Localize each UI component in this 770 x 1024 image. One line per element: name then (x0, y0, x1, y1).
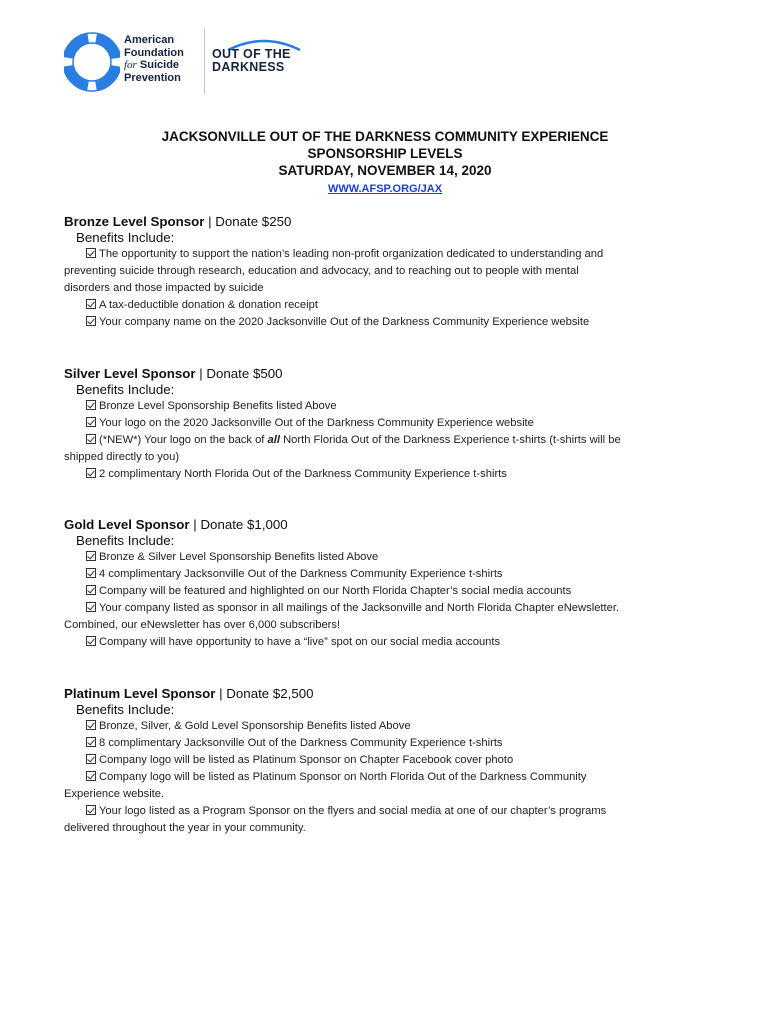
benefits-heading: Benefits Include: (76, 533, 175, 548)
checkbox-checked-icon (86, 417, 96, 427)
checkbox-checked-icon (86, 805, 96, 815)
benefit-text: Company will be featured and highlighted on our North Florida Chapter’s social media accounts (99, 585, 572, 597)
level-name: Platinum Level Sponsor (64, 686, 216, 701)
checkbox-checked-icon (86, 434, 96, 444)
checkbox-checked-icon (86, 248, 96, 258)
benefits-heading: Benefits Include: (76, 702, 175, 717)
checkbox-checked-icon (86, 754, 96, 764)
header-logos (64, 24, 314, 96)
benefits-heading: Benefits Include: (76, 230, 175, 245)
checkbox-checked-icon (86, 636, 96, 646)
document-title (0, 128, 770, 197)
benefit-text: preventing suicide through research, education and advocacy, and to reaching out to people with mental (64, 265, 579, 277)
afsp-logo (64, 28, 204, 96)
benefit-list (64, 718, 704, 837)
checkbox-checked-icon (86, 602, 96, 612)
benefit-text: Your company name on the 2020 Jacksonville Out of the Darkness Community Experience website (99, 316, 590, 328)
benefit-emphasis: all (267, 434, 280, 446)
afsp-wordmark (124, 34, 184, 84)
list-item (64, 634, 704, 651)
bronze-section (64, 213, 704, 331)
afsp-line2: Foundation (124, 46, 184, 59)
checkbox-checked-icon (86, 299, 96, 309)
benefit-list (64, 549, 704, 651)
list-item (64, 246, 704, 297)
list-item (64, 583, 704, 600)
benefit-text: Bronze, Silver, & Gold Level Sponsorship Benefits listed Above (99, 720, 411, 732)
benefits-heading: Benefits Include: (76, 382, 175, 397)
list-item (64, 549, 704, 566)
ootd-line1: OUT OF THE (212, 47, 291, 61)
benefit-text: A tax-deductible donation & donation receipt (99, 299, 318, 311)
benefit-text: 2 complimentary North Florida Out of the Darkness Community Experience t-shirts (99, 468, 507, 480)
benefit-text: The opportunity to support the nation’s leading non-profit organization dedicated to understanding and (99, 248, 604, 260)
level-donate: | Donate $2,500 (215, 686, 314, 701)
checkbox-checked-icon (86, 468, 96, 478)
logo-divider (204, 28, 205, 94)
gold-section (64, 516, 704, 651)
website-link[interactable]: WWW.AFSP.ORG/JAX (327, 183, 443, 195)
list-item (64, 297, 704, 314)
checkbox-checked-icon (86, 568, 96, 578)
benefit-text: Company logo will be listed as Platinum Sponsor on North Florida Out of the Darkness Community (99, 771, 587, 783)
level-heading (64, 685, 704, 702)
list-item (64, 600, 704, 634)
benefit-text: Experience website. (64, 788, 165, 800)
level-donate: | Donate $500 (195, 366, 283, 381)
level-name: Gold Level Sponsor (64, 517, 190, 532)
benefit-text: 8 complimentary Jacksonville Out of the Darkness Community Experience t-shirts (99, 737, 503, 749)
list-item (64, 803, 704, 837)
afsp-line4: Prevention (124, 71, 181, 84)
benefit-text: delivered throughout the year in your community. (64, 822, 306, 834)
benefit-text: disorders and those impacted by suicide (64, 282, 264, 294)
benefit-text: Bronze & Silver Level Sponsorship Benefits listed Above (99, 551, 379, 563)
list-item (64, 432, 704, 466)
list-item (64, 718, 704, 735)
checkbox-checked-icon (86, 720, 96, 730)
level-donate: | Donate $1,000 (189, 517, 288, 532)
level-heading (64, 213, 704, 230)
benefit-text: Company logo will be listed as Platinum Sponsor on Chapter Facebook cover photo (99, 754, 514, 766)
ootd-wordmark (212, 48, 291, 74)
checkbox-checked-icon (86, 316, 96, 326)
checkbox-checked-icon (86, 771, 96, 781)
level-heading (64, 365, 704, 382)
checkbox-checked-icon (86, 551, 96, 561)
benefit-text: 4 complimentary Jacksonville Out of the Darkness Community Experience t-shirts (99, 568, 503, 580)
life-ring-icon (64, 32, 120, 92)
benefit-text: Your company listed as sponsor in all mailings of the Jacksonville and North Florida Chapter eNewsletter. (99, 602, 620, 614)
list-item (64, 566, 704, 583)
benefit-text: shipped directly to you) (64, 451, 180, 463)
list-item (64, 752, 704, 769)
title-line-3: SATURDAY, NOVEMBER 14, 2020 (278, 163, 492, 178)
list-item (64, 415, 704, 432)
benefit-text: Your logo listed as a Program Sponsor on the flyers and social media at one of our chapter’s programs (99, 805, 607, 817)
checkbox-checked-icon (86, 585, 96, 595)
benefit-text: (*NEW*) Your logo on the back of (99, 434, 268, 446)
list-item (64, 769, 704, 803)
benefit-text: Company will have opportunity to have a “live” spot on our social media accounts (99, 636, 501, 648)
list-item (64, 466, 704, 483)
list-item (64, 314, 704, 331)
benefit-list (64, 398, 704, 483)
silver-section (64, 365, 704, 483)
benefit-text: North Florida Out of the Darkness Experience t-shirts (t-shirts will be (279, 434, 621, 446)
platinum-section (64, 685, 704, 837)
benefit-text: Combined, our eNewsletter has over 6,000 subscribers! (64, 619, 341, 631)
afsp-line1: American (124, 34, 175, 46)
level-name: Silver Level Sponsor (64, 366, 196, 381)
list-item (64, 398, 704, 415)
afsp-line3 (124, 59, 184, 72)
checkbox-checked-icon (86, 737, 96, 747)
afsp-for: for (124, 59, 137, 71)
checkbox-checked-icon (86, 400, 96, 410)
level-heading (64, 516, 704, 533)
benefit-text: Your logo on the 2020 Jacksonville Out of the Darkness Community Experience website (99, 417, 534, 429)
ootd-line2: DARKNESS (212, 60, 285, 74)
list-item (64, 735, 704, 752)
title-line-1: JACKSONVILLE OUT OF THE DARKNESS COMMUNITY EXPERIENCE (161, 129, 609, 144)
afsp-suicide: Suicide (139, 59, 180, 71)
level-donate: | Donate $250 (204, 214, 292, 229)
benefit-list (64, 246, 704, 331)
benefit-text: Bronze Level Sponsorship Benefits listed Above (99, 400, 337, 412)
level-name: Bronze Level Sponsor (64, 214, 205, 229)
title-line-2: SPONSORSHIP LEVELS (307, 146, 463, 161)
